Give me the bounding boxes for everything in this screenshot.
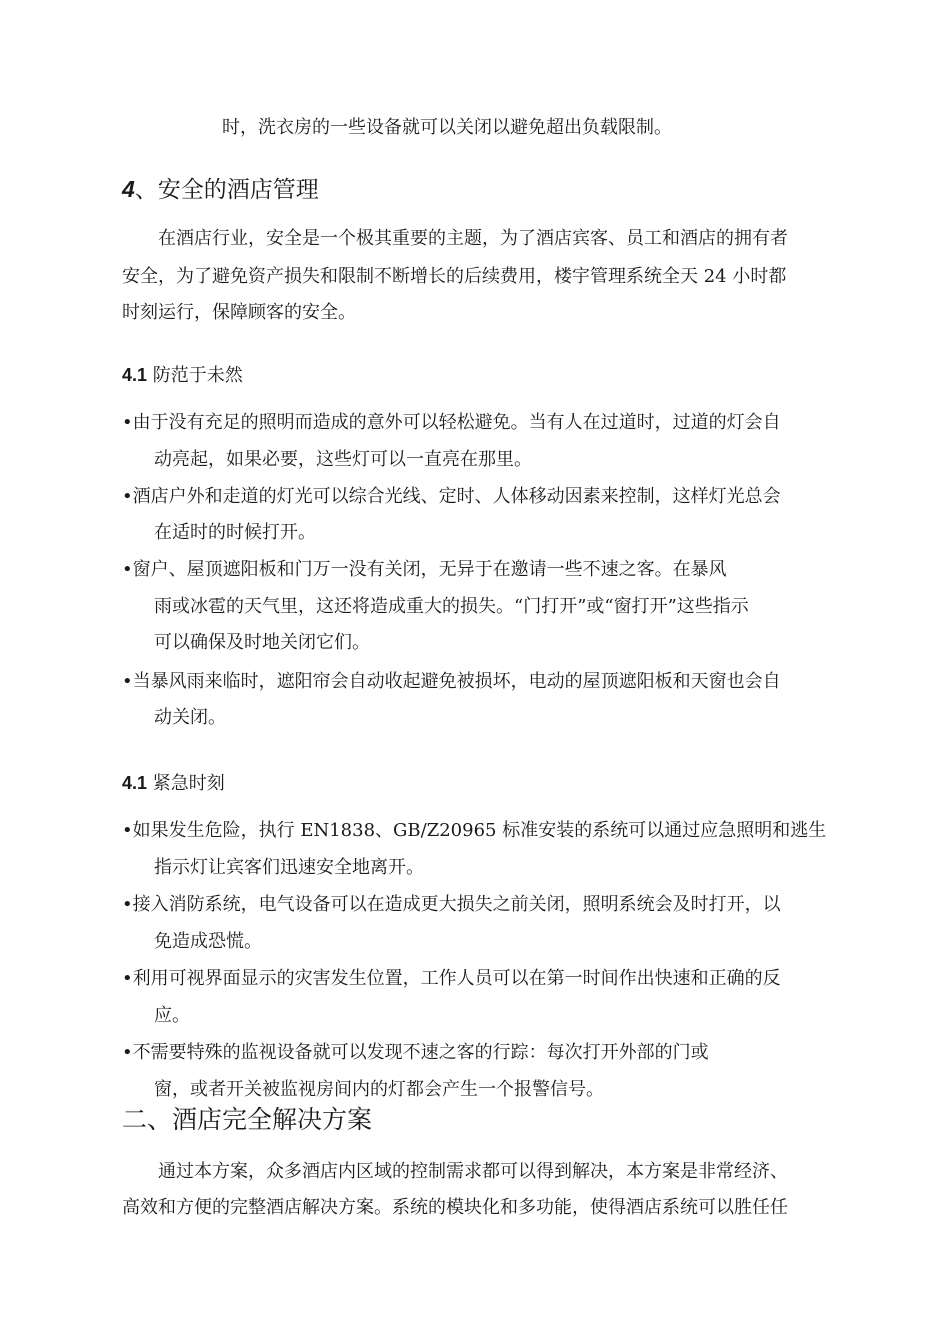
list-item-text: •利用可视界面显示的灾害发生位置，工作人员可以在第一时间作出快速和正确的反 [122, 968, 781, 989]
list-item-text: •当暴风雨来临时，遮阳帘会自动收起避免被损坏，电动的屋顶遮阳板和天窗也会自 [122, 671, 781, 692]
list-item-text: •窗户、屋顶遮阳板和门万一没有关闭，无异于在邀请一些不速之客。在暴风 [122, 559, 727, 580]
chapter-2-heading: 二、酒店完全解决方案 [122, 1105, 373, 1134]
list-item-continuation: 免造成恐慌。 [154, 931, 262, 952]
subsection-4-1-prevention-heading [122, 363, 243, 388]
list-item-continuation: 雨或冰雹的天气里，这还将造成重大的损失。“门打开”或“窗打开”这些指示 [154, 596, 749, 617]
list-item-continuation: 窗，或者开关被监视房间内的灯都会产生一个报警信号。 [154, 1079, 604, 1100]
list-item-continuation: 动亮起，如果必要，这些灯可以一直亮在那里。 [154, 449, 532, 470]
subsection-number: 4.1 [122, 365, 148, 385]
list-item-text: •如果发生危险，执行 EN1838、GB/Z20965 标准安装的系统可以通过应急照明和逃生 [122, 820, 827, 841]
list-item-text: •酒店户外和走道的灯光可以综合光线、定时、人体移动因素来控制，这样灯光总会 [122, 486, 781, 507]
list-item-text: •由于没有充足的照明而造成的意外可以轻松避免。当有人在过道时，过道的灯会自 [122, 412, 781, 433]
list-item-text: •接入消防系统，电气设备可以在造成更大损失之前关闭，照明系统会及时打开，以 [122, 894, 781, 915]
list-item-text: •不需要特殊的监视设备就可以发现不速之客的行踪：每次打开外部的门或 [122, 1042, 709, 1063]
subsection-4-1-emergency-heading [122, 771, 225, 796]
list-item-continuation: 动关闭。 [154, 707, 226, 728]
subsection-number: 4.1 [122, 773, 148, 793]
section-4-para-line: 在酒店行业，安全是一个极其重要的主题，为了酒店宾客、员工和酒店的拥有者 [158, 228, 788, 249]
section-4-para-line: 安全，为了避免资产损失和限制不断增长的后续费用，楼宇管理系统全天 24 小时都 [122, 266, 787, 287]
section-4-number: 4 [122, 176, 135, 202]
list-item-continuation: 可以确保及时地关闭它们。 [154, 632, 370, 653]
section-4-para-line: 时刻运行，保障顾客的安全。 [122, 302, 356, 323]
chapter-2-para-line: 通过本方案，众多酒店内区域的控制需求都可以得到解决，本方案是非常经济、 [158, 1161, 788, 1182]
list-item-continuation: 指示灯让宾客们迅速安全地离开。 [154, 857, 424, 878]
section-4-heading [122, 174, 319, 205]
chapter-2-para-line: 高效和方便的完整酒店解决方案。系统的模块化和多功能，使得酒店系统可以胜任任 [122, 1197, 788, 1218]
list-item-continuation: 应。 [154, 1005, 190, 1026]
list-item-continuation: 在适时的时候打开。 [154, 522, 316, 543]
subsection-title: 防范于未然 [147, 365, 243, 386]
subsection-title: 紧急时刻 [147, 773, 225, 794]
section-4-title: 、安全的酒店管理 [134, 177, 319, 203]
intro-line: 时，洗衣房的一些设备就可以关闭以避免超出负载限制。 [222, 117, 672, 138]
